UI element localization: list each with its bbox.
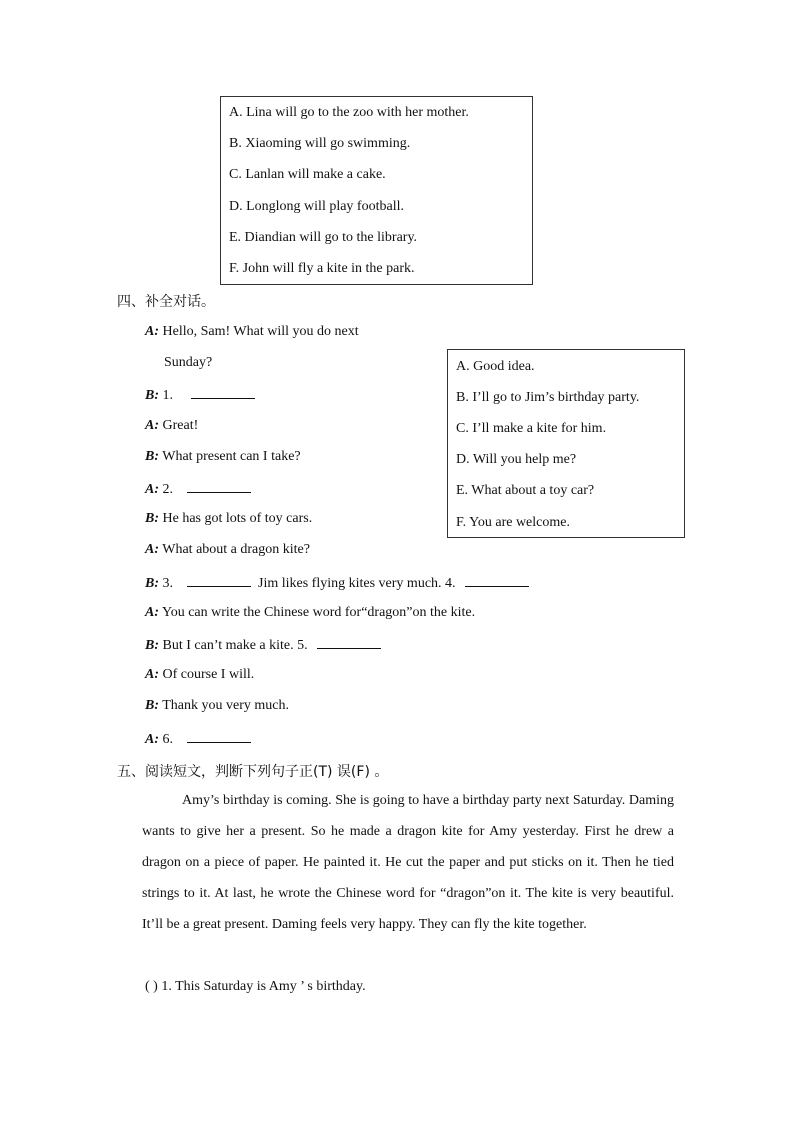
speaker: A: xyxy=(145,732,159,747)
answer-blank-2[interactable] xyxy=(187,480,251,493)
speaker: B: xyxy=(145,638,159,653)
line-text: Of course I will. xyxy=(162,667,255,682)
line-text-2: Jim likes flying kites very much. 4. xyxy=(258,576,456,591)
speaker: B: xyxy=(145,511,159,526)
line-text: But I can’t make a kite. 5. xyxy=(162,638,308,653)
dialogue-line-12 xyxy=(145,667,254,683)
speaker: A: xyxy=(145,482,159,497)
speaker: A: xyxy=(145,324,159,339)
dialogue-line-4 xyxy=(145,418,198,434)
line-text: He has got lots of toy cars. xyxy=(162,511,313,526)
dialogue-line-6 xyxy=(145,480,251,498)
line-text: 1. xyxy=(162,388,173,403)
answer-blank-3[interactable] xyxy=(187,574,251,587)
reading-passage: Amy’s birthday is coming. She is going to have a birthday party next Saturday. Daming wants to give her a present. So he made a dragon kite for Amy yesterday. First he drew a dragon on a piece of paper. He painted it. He cut the paper and put sticks on it. Then he tied strings to it. At last, he wrote the Chinese word for “dragon”on it. The kite is very beautiful. It’ll be a great present. Daming feels very happy. They can fly the kite together. xyxy=(142,793,674,932)
section-4-heading: 四、补全对话。 xyxy=(117,294,215,310)
speaker: A: xyxy=(145,418,159,433)
dialogue-line-11 xyxy=(145,636,381,654)
answer-blank-5[interactable] xyxy=(317,636,381,649)
option-a: A. Good idea. xyxy=(456,359,535,374)
dialogue-line-2 xyxy=(164,355,212,371)
dialogue-line-5 xyxy=(145,449,301,465)
dialogue-line-8 xyxy=(145,542,310,558)
line-text: Sunday? xyxy=(164,355,213,370)
option-e: E. Diandian will go to the library. xyxy=(229,230,418,245)
speaker: A: xyxy=(145,605,159,620)
speaker: A: xyxy=(145,542,159,557)
dialogue-line-13 xyxy=(145,698,289,714)
speaker: A: xyxy=(145,667,159,682)
option-c: C. Lanlan will make a cake. xyxy=(229,167,386,182)
dialogue-line-7 xyxy=(145,511,312,527)
speaker: B: xyxy=(145,449,159,464)
section-5-heading: 五、阅读短文，判断下列句子正(T) 误(F) 。 xyxy=(117,764,389,780)
line-text: 3. xyxy=(162,576,173,591)
options-box-1 xyxy=(220,96,533,285)
option-b: B. Xiaoming will go swimming. xyxy=(229,136,411,151)
dialogue-line-3 xyxy=(145,386,255,404)
speaker: B: xyxy=(145,388,159,403)
line-text: Great! xyxy=(162,418,199,433)
line-text: You can write the Chinese word for“dragon”on the kite. xyxy=(161,605,476,620)
line-text: Hello, Sam! What will you do next xyxy=(162,324,359,339)
judgement-question-1 xyxy=(145,979,366,995)
line-text: What present can I take? xyxy=(162,449,301,464)
dialogue-line-9 xyxy=(145,574,529,592)
question-text: 1. This Saturday is Amy ’ s birthday. xyxy=(161,979,366,994)
option-d: D. Longlong will play football. xyxy=(229,199,404,214)
dialogue-line-14 xyxy=(145,730,251,748)
answer-paren[interactable]: ( ) xyxy=(145,979,158,994)
line-text: 6. xyxy=(162,732,173,747)
option-f: F. You are welcome. xyxy=(456,515,570,530)
option-c: C. I’ll make a kite for him. xyxy=(456,421,607,436)
option-f: F. John will fly a kite in the park. xyxy=(229,261,415,276)
dialogue-line-10 xyxy=(145,605,475,621)
line-text: 2. xyxy=(162,482,173,497)
option-e: E. What about a toy car? xyxy=(456,483,595,498)
line-text: What about a dragon kite? xyxy=(162,542,310,557)
answer-blank-4[interactable] xyxy=(465,574,529,587)
speaker: B: xyxy=(145,576,159,591)
option-b: B. I’ll go to Jim’s birthday party. xyxy=(456,390,640,405)
option-d: D. Will you help me? xyxy=(456,452,577,467)
options-box-2 xyxy=(447,349,685,538)
line-text: Thank you very much. xyxy=(162,698,289,713)
option-a: A. Lina will go to the zoo with her mother. xyxy=(229,105,469,120)
dialogue-line-1 xyxy=(145,324,359,340)
answer-blank-1[interactable] xyxy=(191,386,255,399)
speaker: B: xyxy=(145,698,159,713)
answer-blank-6[interactable] xyxy=(187,730,251,743)
